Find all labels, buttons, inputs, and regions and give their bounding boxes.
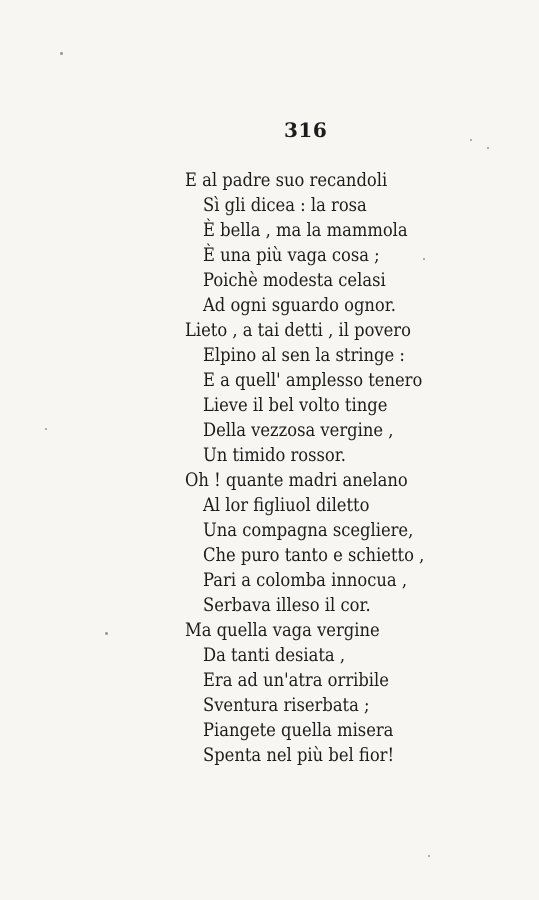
poem-line: Da tanti desiata , — [203, 644, 346, 666]
scan-speck — [60, 52, 63, 55]
poem-line: Lieto , a tai detti , il povero — [185, 319, 411, 341]
poem-line: Elpino al sen la stringe : — [203, 344, 405, 366]
poem-line: E a quell' amplesso tenero — [203, 369, 423, 391]
scan-speck — [428, 855, 430, 857]
poem-line: Poichè modesta celasi — [203, 269, 386, 291]
scan-speck — [487, 147, 489, 149]
poem-line: Era ad un'atra orribile — [203, 669, 389, 691]
poem-line: Un timido rossor. — [203, 444, 346, 466]
poem-line: Oh ! quante madri anelano — [185, 469, 408, 491]
poem-line: Spenta nel più bel fior! — [203, 744, 395, 766]
page-number: 316 — [284, 118, 328, 142]
poem-line: Una compagna scegliere, — [203, 519, 414, 541]
poem-line: Della vezzosa vergine , — [203, 419, 394, 441]
poem-line: Sì gli dicea : la rosa — [203, 194, 367, 216]
poem-line: Che puro tanto e schietto , — [203, 544, 425, 566]
poem-line: Pari a colomba innocua , — [203, 569, 408, 591]
scan-speck — [470, 139, 472, 141]
poem-line: Al lor figliuol diletto — [203, 494, 370, 516]
poem-line: È bella , ma la mammola — [203, 219, 408, 241]
scan-speck — [45, 428, 47, 430]
poem-line: Piangete quella misera — [203, 719, 394, 741]
poem-line: Ad ogni sguardo ognor. — [203, 294, 396, 316]
poem-line: Ma quella vaga vergine — [185, 619, 380, 641]
poem-line: E al padre suo recandoli — [185, 169, 388, 191]
scan-speck — [423, 258, 425, 260]
poem-line: Serbava illeso il cor. — [203, 594, 371, 616]
poem-line: Lieve il bel volto tinge — [203, 394, 388, 416]
poem-line: È una più vaga cosa ; — [203, 244, 380, 266]
poem-line: Sventura riserbata ; — [203, 694, 370, 716]
scan-speck — [105, 632, 108, 635]
